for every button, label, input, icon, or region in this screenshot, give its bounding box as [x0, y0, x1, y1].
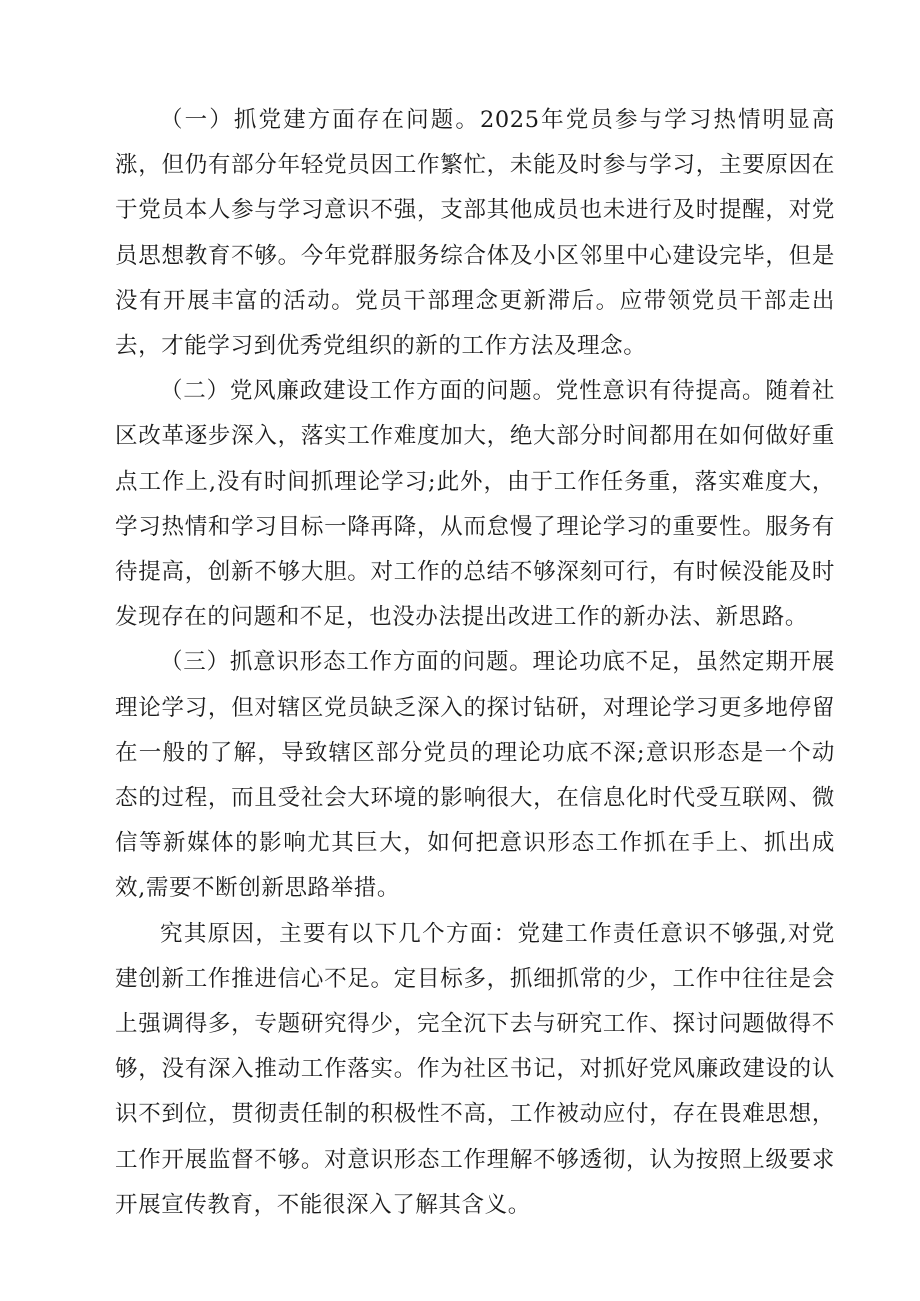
paragraph-root-causes — [115, 912, 835, 1228]
paragraph-party-building — [115, 98, 835, 369]
paragraph-text: 党性意识有待提高。随着社区改革逐步深入，落实工作难度加大，绝大部分时间都用在如何做好重点工作上,没有时间抓理论学习;此外，由于工作任务重，落实难度大，学习热情和学习目标一降再降，从而怠慢了理论学习的重要性。服务有待提高，创新不够大胆。对工作的总结不够深刻可行，有时候没能及时发现存在的问题和不足，也没办法提出改进工作的新办法、新思路。 — [115, 378, 835, 631]
paragraph-text: 究其原因，主要有以下几个方面：党建工作责任意识不够强,对党建创新工作推进信心不足。定目标多，抓细抓常的少，工作中往往是会上强调得多，专题研究得少，完全沉下去与研究工作、探讨问题做得不够，没有深入推动工作落实。作为社区书记，对抓好党风廉政建设的认识不到位，贯彻责任制的积极性不高，工作被动应付，存在畏难思想，工作开展监督不够。对意识形态工作理解不够透彻，认为按照上级要求开展宣传教育，不能很深入了解其含义。 — [115, 920, 835, 1218]
paragraph-heading: （一）抓党建方面存在问题。 — [160, 107, 480, 133]
paragraph-text: 2025年党员参与学习热情明显高涨，但仍有部分年轻党员因工作繁忙，未能及时参与学习，主要原因在于党员本人参与学习意识不强，支部其他成员也未进行及时提醒，对党员思想教育不够。今年党群服务综合体及小区邻里中心建设完毕，但是没有开展丰富的活动。党员干部理念更新滞后。应带领党员干部走出去，才能学习到优秀党组织的新的工作方法及理念。 — [115, 107, 835, 360]
paragraph-heading: （二）党风廉政建设工作方面的问题。 — [160, 378, 556, 405]
paragraph-text: 理论功底不足，虽然定期开展理论学习，但对辖区党员缺乏深入的探讨钻研，对理论学习更多地停留在一般的了解，导致辖区部分党员的理论功底不深;意识形态是一个动态的过程，而且受社会大环境的影响很大，在信息化时代受互联网、微信等新媒体的影响尤其巨大，如何把意识形态工作抓在手上、抓出成效,需要不断创新思路举措。 — [115, 649, 835, 902]
document-body — [115, 98, 835, 1228]
paragraph-clean-governance — [115, 369, 835, 640]
paragraph-ideology — [115, 640, 835, 911]
paragraph-heading: （三）抓意识形态工作方面的问题。 — [160, 649, 533, 676]
